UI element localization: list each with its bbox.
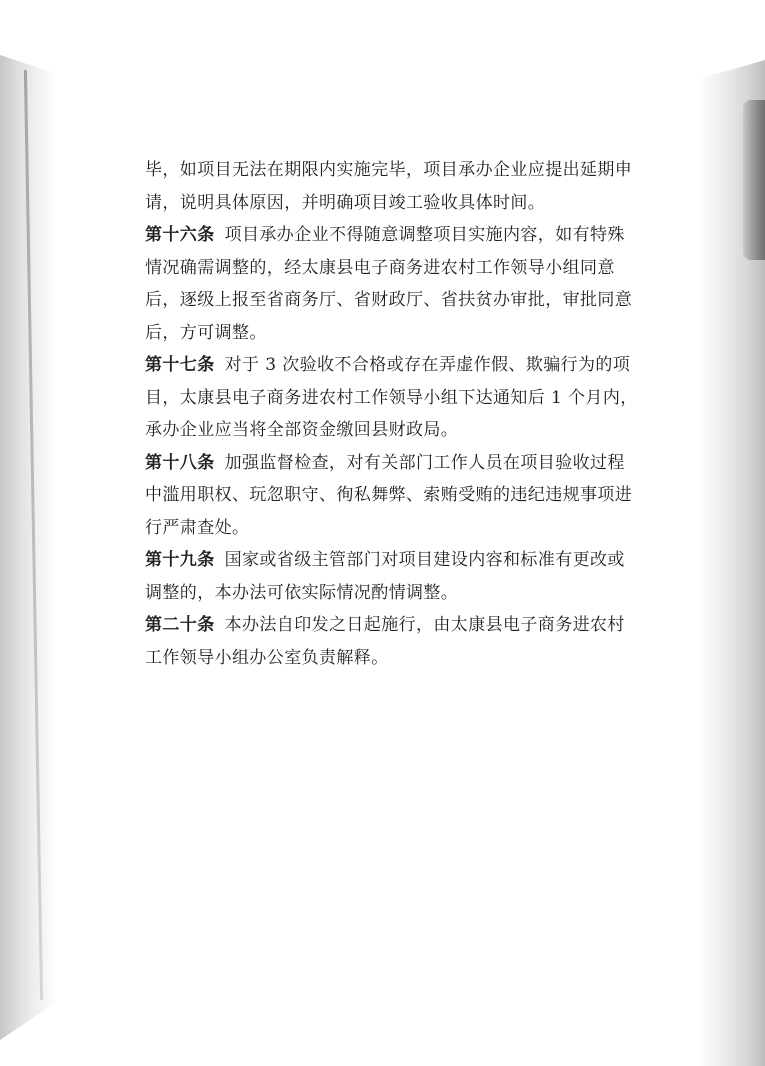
text-line: 工作领导小组办公室负责解释。 [145, 647, 389, 668]
page-top-margin [0, 0, 765, 70]
article-number: 第二十条 [145, 615, 215, 635]
text-line: 承办企业应当将全部资金缴回县财政局。 [145, 420, 459, 440]
article-17 [145, 349, 640, 447]
article-text: 项目承办企业不得随意调整项目实施内容，如有特殊 [224, 225, 625, 245]
text-line: 后，逐级上报至省商务厅、省财政厅、省扶贫办审批，审批同意 [145, 290, 633, 310]
text-line [145, 609, 640, 642]
right-edge-dark-spot [743, 100, 765, 260]
article-text: 国家或省级主管部门对项目建设内容和标准有更改或 [224, 550, 625, 570]
article-number: 第十九条 [145, 550, 215, 570]
text-line [145, 544, 640, 577]
text-line: 毕，如项目无法在期限内实施完毕，项目承办企业应提出延期申 [145, 160, 633, 180]
text-line [145, 349, 640, 382]
article-16 [145, 219, 640, 349]
paragraph-continuation [145, 154, 640, 219]
article-text: 本办法自印发之日起施行，由太康县电子商务进农村 [224, 615, 625, 635]
article-text: 对于 3 次验收不合格或存在弄虚作假、欺骗行为的项 [224, 355, 631, 375]
article-number: 第十七条 [145, 355, 215, 375]
article-20 [145, 609, 640, 674]
text-line [145, 219, 640, 252]
text-line: 中滥用职权、玩忽职守、徇私舞弊、索贿受贿的违纪违规事项进 [145, 485, 633, 505]
text-line: 调整的，本办法可依实际情况酌情调整。 [145, 582, 459, 603]
text-line: 情况确需调整的，经太康县电子商务进农村工作领导小组同意 [145, 257, 615, 278]
text-line: 目，太康县电子商务进农村工作领导小组下达通知后 1 个月内， [145, 387, 638, 408]
text-line: 行严肃查处。 [145, 517, 250, 538]
article-18 [145, 447, 640, 545]
text-line [145, 447, 640, 480]
article-text: 加强监督检查，对有关部门工作人员在项目验收过程 [224, 452, 625, 473]
article-number: 第十八条 [145, 452, 215, 473]
article-number: 第十六条 [145, 225, 215, 245]
text-line: 请，说明具体原因，并明确项目竣工验收具体时间。 [145, 192, 546, 213]
article-19 [145, 544, 640, 609]
text-line: 后，方可调整。 [145, 322, 267, 343]
document-body [145, 154, 640, 674]
left-page-edge-shadow [0, 0, 60, 1066]
